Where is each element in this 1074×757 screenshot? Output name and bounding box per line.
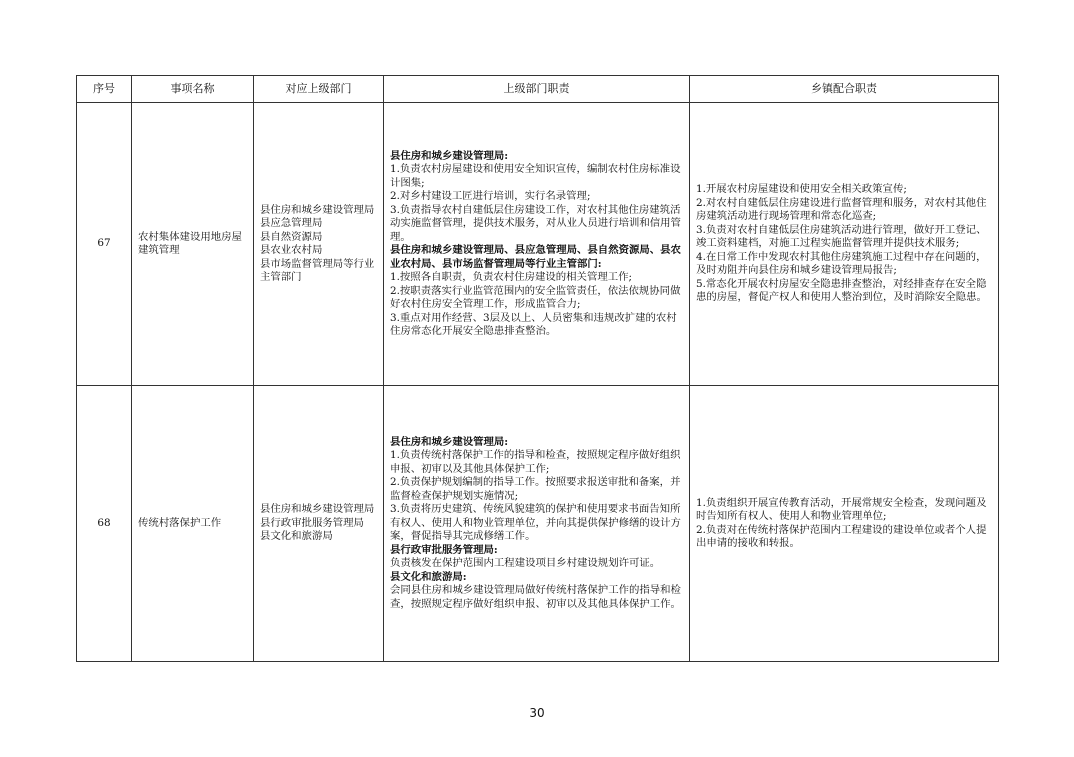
superior-duties (384, 103, 690, 386)
header-superior-duties: 上级部门职责 (384, 76, 690, 103)
item-name: 传统村落保护工作 (132, 386, 254, 662)
row-number: 68 (77, 386, 132, 662)
table-row (77, 386, 999, 662)
page-number: 30 (529, 706, 545, 720)
duty-text: 1.按照各自职责，负责农村住房建设的相关管理工作; 2.按职责落实行业监管范围内的安全监管责任，依法依规协同做好农村住房安全管理工作，形成监管合力; 3.重点对用作经营、3层及以上、人员密集和违规改扩建的农村住房常态化开展安全隐患排查整治。 (390, 271, 681, 337)
duty-text: 1.负责农村房屋建设和使用安全知识宣传，编制农村住房标准设计图集; 2.对乡村建设工匠进行培训，实行名录管理; 3.负责指导农村自建低层住房建设工作，对农村其他住房建筑活动实施监督管理，提供技术服务，对从业人员进行培训和信用管理。 (390, 163, 681, 243)
header-row (77, 76, 999, 103)
row-number: 67 (77, 103, 132, 386)
item-name: 农村集体建设用地房屋建筑管理 (132, 103, 254, 386)
header-no: 序号 (77, 76, 132, 103)
town-duties: 1.开展农村房屋建设和使用安全相关政策宣传; 2.对农村自建低层住房建设进行监督管理和服务，对农村其他住房建筑活动进行现场管理和常态化巡查; 3.负责对农村自建低层住房建筑活动进行管理，做好开工登记、竣工资料建档，对施工过程实施监督管理并提供技术服务; 4.在日常工作中发现农村其他住房建筑施工过程中存在问题的，及时劝阻并向县住房和城乡建设管理局报告; 5.常态化开展农村房屋安全隐患排查整治，对经排查存在安全隐患的房屋，督促产权人和使用人整治到位，及时消除安全隐患。 (690, 103, 999, 386)
duty-heading: 县文化和旅游局: (390, 570, 467, 583)
table-row (77, 103, 999, 386)
duty-text: 1.负责传统村落保护工作的指导和检查，按照规定程序做好组织申报、初审以及其他具体保护工作; 2.负责保护规划编制的指导工作。按照要求报送审批和备案，并监督检查保护规划实施情况; 3.负责将历史建筑、传统风貌建筑的保护和使用要求书面告知所有权人、使用人和物业管理单位，并向其提供保护修缮的设计方案，督促指导其完成修缮工作。 (390, 449, 681, 543)
duty-heading: 县住房和城乡建设管理局、县应急管理局、县自然资源局、县农业农村局、县市场监督管理局等行业主管部门: (390, 244, 681, 270)
duty-heading: 县行政审批服务管理局: (390, 543, 498, 556)
header-superior-department: 对应上级部门 (254, 76, 384, 103)
town-duties: 1.负责组织开展宣传教育活动，开展常规安全检查，发现问题及时告知所有权人、使用人和物业管理单位; 2.负责对在传统村落保护范围内工程建设的建设单位或者个人提出申请的接收和转报。 (690, 386, 999, 662)
departments: 县住房和城乡建设管理局 县行政审批服务管理局 县文化和旅游局 (254, 386, 384, 662)
duty-text: 会同县住房和城乡建设管理局做好传统村落保护工作的指导和检查，按照规定程序做好组织申报、初审以及其他具体保护工作。 (390, 584, 681, 610)
header-item-name: 事项名称 (132, 76, 254, 103)
header-town-duties: 乡镇配合职责 (690, 76, 999, 103)
departments: 县住房和城乡建设管理局 县应急管理局 县自然资源局 县农业农村局 县市场监督管理局等行业主管部门 (254, 103, 384, 386)
duty-heading: 县住房和城乡建设管理局: (390, 149, 509, 162)
duty-heading: 县住房和城乡建设管理局: (390, 435, 509, 448)
responsibility-table (76, 75, 999, 662)
duty-text: 负责核发在保护范围内工程建设项目乡村建设规划许可证。 (390, 557, 661, 570)
superior-duties (384, 386, 690, 662)
